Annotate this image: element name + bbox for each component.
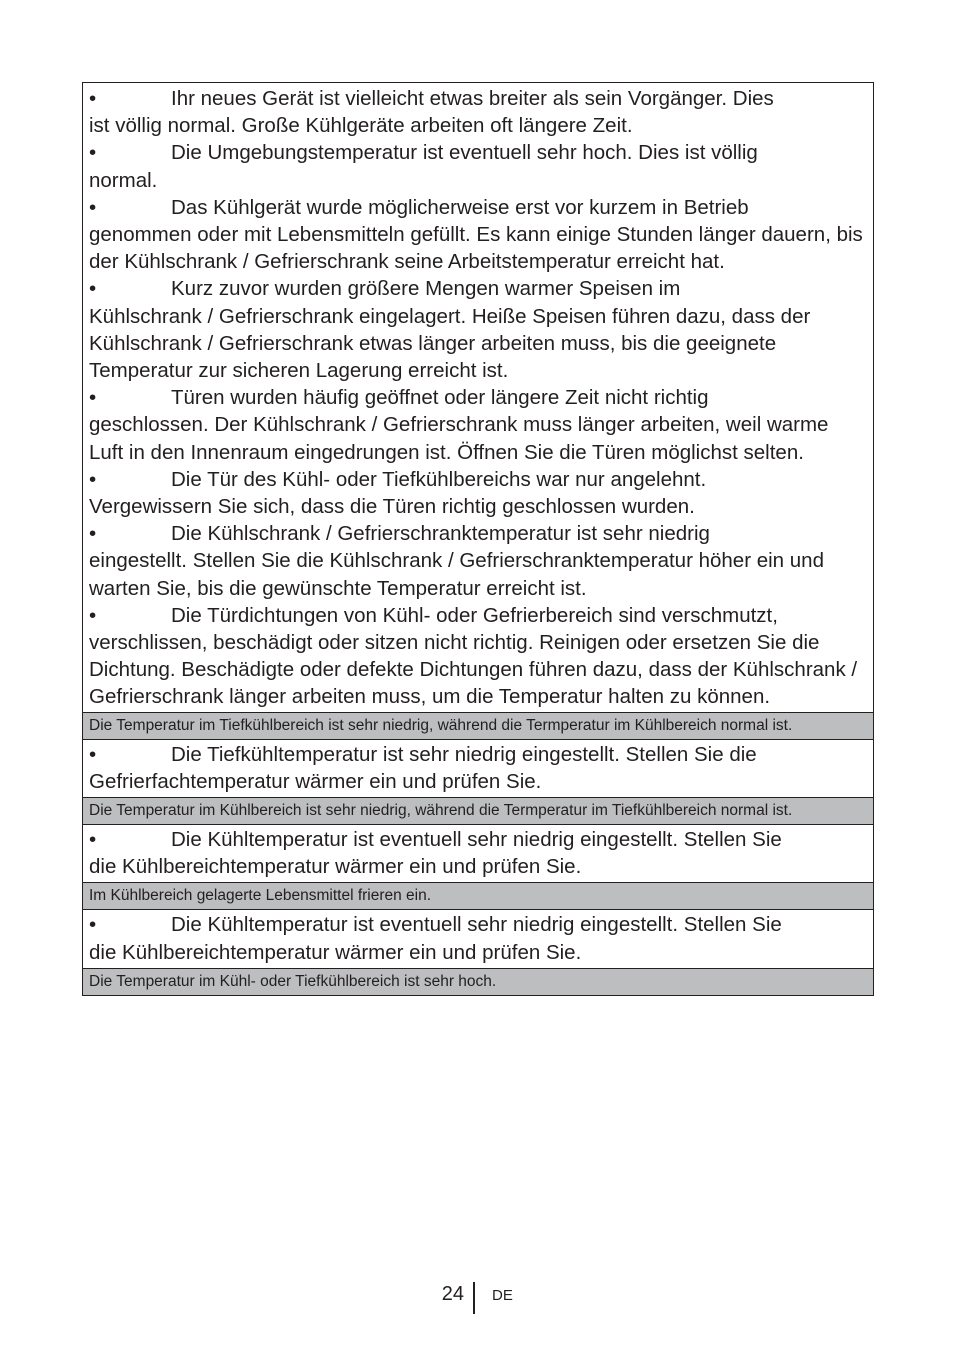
bullet-icon: • [89,195,97,219]
bullet-text-first: Die Kühlschrank / Gefrierschranktemperatur ist sehr niedrig [171,522,710,546]
troubleshooting-table [82,82,874,996]
bullet-text-rest: geschlossen. Der Kühlschrank / Gefrierschrank muss länger arbeiten, weil warme Luft in den Innenraum eingedrungen ist. Öffnen Sie die Türen möglichst selten. [89,413,829,464]
bullet-list [83,83,873,712]
bullet-text-first: Kurz zuvor wurden größere Mengen warmer Speisen im [171,277,681,301]
bullet-text-rest: ist völlig normal. Große Kühlgeräte arbeiten oft längere Zeit. [89,114,633,138]
bullet-icon: • [89,141,97,165]
bullet-text-rest: Gefrierfachtemperatur wärmer ein und prüfen Sie. [89,769,542,793]
bullet-text-rest: die Kühlbereichtemperatur wärmer ein und prüfen Sie. [89,940,582,964]
bullet-item [89,741,867,795]
bullet-icon: • [89,277,97,301]
bullet-text-rest: die Kühlbereichtemperatur wärmer ein und prüfen Sie. [89,855,582,879]
section-heading: Die Temperatur im Kühl- oder Tiefkühlbereich ist sehr hoch. [83,968,873,995]
bullet-text-first: Ihr neues Gerät ist vielleicht etwas breiter als sein Vorgänger. Dies [171,87,774,110]
bullet-text-rest: Kühlschrank / Gefrierschrank eingelagert. Heiße Speisen führen dazu, dass der Kühlschrank / Gefrierschrank etwas länger arbeiten muss, bis die geeignete Temperatur zur sicheren Lagerung erreicht ist. [89,304,811,383]
bullet-item [89,194,867,276]
bullet-list [83,740,873,797]
bullet-item [89,275,867,384]
bullet-list [83,825,873,882]
bullet-text-first: Die Tür des Kühl- oder Tiefkühlbereichs war nur angelehnt. [171,467,707,491]
bullet-list [83,910,873,967]
bullet-item [89,911,867,965]
bullet-text-rest: normal. [89,168,158,192]
bullet-item [89,520,867,602]
bullet-item [89,602,867,711]
bullet-icon: • [89,913,97,937]
bullet-icon: • [89,742,97,766]
bullet-text-rest: Vergewissern Sie sich, dass die Türen richtig geschlossen wurden. [89,495,695,519]
bullet-item [89,466,867,520]
bullet-item [89,85,867,139]
bullet-list-row [83,824,873,882]
bullet-text-rest: verschlissen, beschädigt oder sitzen nicht richtig. Reinigen oder ersetzen Sie die Dichtung. Beschädigte oder defekte Dichtungen führen dazu, dass der Kühlschrank / Gefrierschrank länger arbeiten muss, um die Temperatur halten zu können. [89,631,858,709]
bullet-icon: • [89,828,97,852]
bullet-text-first: Türen wurden häufig geöffnet oder längere Zeit nicht richtig [171,386,709,410]
bullet-list-row [83,83,873,712]
bullet-list-row [83,739,873,797]
section-heading: Im Kühlbereich gelagerte Lebensmittel frieren ein. [83,882,873,909]
bullet-text-rest: genommen oder mit Lebensmitteln gefüllt. Es kann einige Stunden länger dauern, bis der Kühlschrank / Gefrierschrank seine Arbeitstemperatur erreicht hat. [89,223,863,274]
footer-divider [473,1282,475,1314]
bullet-text-first: Die Kühltemperatur ist eventuell sehr niedrig eingestellt. Stellen Sie [171,913,782,937]
page-footer [0,1282,954,1316]
bullet-text-first: Die Kühltemperatur ist eventuell sehr niedrig eingestellt. Stellen Sie [171,828,782,852]
bullet-text-rest: eingestellt. Stellen Sie die Kühlschrank / Gefrierschranktemperatur höher ein und warten Sie, bis die gewünschte Temperatur erreicht ist. [89,549,824,600]
page-number: 24 [441,1283,464,1305]
bullet-text-first: Die Türdichtungen von Kühl- oder Gefrierbereich sind verschmutzt, [171,603,778,627]
section-heading: Die Temperatur im Tiefkühlbereich ist sehr niedrig, während die Termperatur im Kühlbereich normal ist. [83,712,873,739]
bullet-icon: • [89,603,97,627]
bullet-icon: • [89,87,97,110]
bullet-icon: • [89,522,97,546]
language-code: DE [492,1287,513,1304]
bullet-item [89,384,867,466]
bullet-text-first: Die Umgebungstemperatur ist eventuell sehr hoch. Dies ist völlig [171,141,758,165]
bullet-list-row [83,909,873,967]
bullet-icon: • [89,467,97,491]
bullet-item [89,826,867,880]
section-heading: Die Temperatur im Kühlbereich ist sehr niedrig, während die Termperatur im Tiefkühlbereich normal ist. [83,797,873,824]
bullet-item [89,139,867,193]
bullet-text-first: Das Kühlgerät wurde möglicherweise erst vor kurzem in Betrieb [171,195,749,219]
bullet-icon: • [89,386,97,410]
bullet-text-first: Die Tiefkühltemperatur ist sehr niedrig eingestellt. Stellen Sie die [171,742,757,766]
